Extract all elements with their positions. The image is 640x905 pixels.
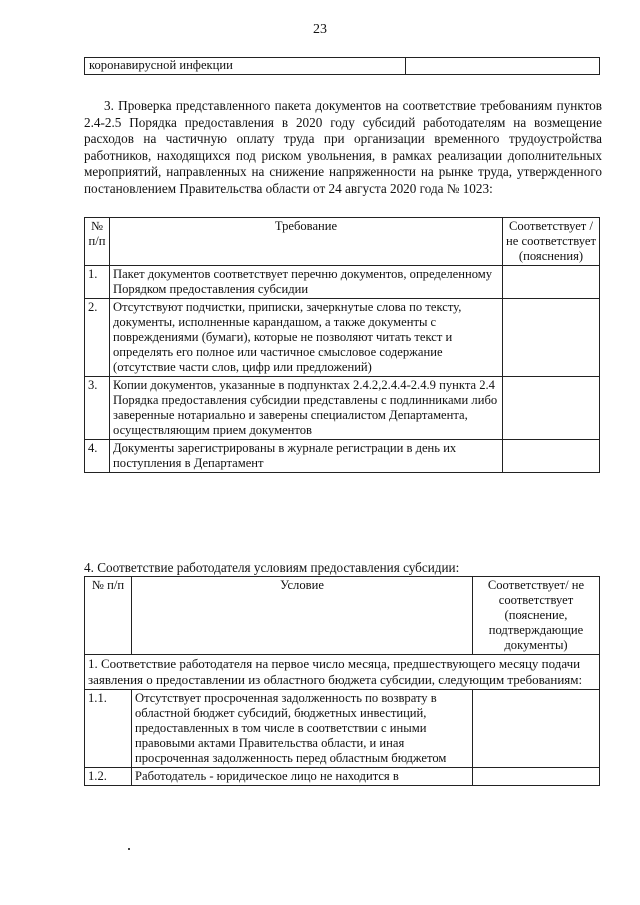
row-text: Копии документов, указанные в подпунктах 2.4.2,2.4.4-2.4.9 пункта 2.4 Порядка предоставления субсидии представлены с подлинниками либо заверенные нотариально и заверены специалистом Департамента, осуществляющим прием документов xyxy=(110,377,503,440)
row-text: Документы зарегистрированы в журнале регистрации в день их поступления в Департамент xyxy=(110,440,503,473)
continued-table xyxy=(84,57,600,75)
header-status: Соответствует/ не соответствует (пояснение, подтверждающие документы) xyxy=(473,577,600,655)
row-text: Работодатель - юридическое лицо не находится в xyxy=(132,768,473,786)
row-status[interactable] xyxy=(503,266,600,299)
row-status[interactable] xyxy=(503,299,600,377)
row-status[interactable] xyxy=(503,377,600,440)
row-text: Пакет документов соответствует перечню документов, определенному Порядком предоставления субсидии xyxy=(110,266,503,299)
table-row xyxy=(85,440,600,473)
row-text: Отсутствует просроченная задолженность по возврату в областной бюджет субсидий, бюджетных инвестиций, предоставленных в том числе в соответствии с иными правовыми актами Правительства области, и иная просроченная задолженность перед областным бюджетом xyxy=(132,690,473,768)
table-header-row xyxy=(85,218,600,266)
row-num: 1.2. xyxy=(85,768,132,786)
row-status[interactable] xyxy=(473,768,600,786)
page-number: 23 xyxy=(313,22,327,37)
header-requirement: Требование xyxy=(110,218,503,266)
documents-check-table xyxy=(84,217,600,473)
scan-mark xyxy=(128,848,130,850)
table-cell xyxy=(406,58,600,75)
row-num: 3. xyxy=(85,377,110,440)
row-num: 1. xyxy=(85,266,110,299)
table-row xyxy=(85,58,600,75)
header-num: № п/п xyxy=(85,218,110,266)
row-status[interactable] xyxy=(503,440,600,473)
table-row xyxy=(85,690,600,768)
row-status[interactable] xyxy=(473,690,600,768)
header-num: № п/п xyxy=(85,577,132,655)
section3-paragraph: 3. Проверка представленного пакета документов на соответствие требованиям пунктов 2.4-2.5 Порядка предоставления в 2020 году субсидий работодателям на возмещение расходов на частичную оплату труда при организации временного трудоустройства работников, находящихся под риском увольнения, в рамках реализации дополнительных мероприятий, направленных на снижение напряженности на рынке труда, утвержденного постановлением Правительства области от 24 августа 2020 года № 1023: xyxy=(84,98,602,196)
row-num: 4. xyxy=(85,440,110,473)
table-header-row xyxy=(85,577,600,655)
row-num: 1.1. xyxy=(85,690,132,768)
row-num: 2. xyxy=(85,299,110,377)
row-text: Отсутствуют подчистки, приписки, зачеркнутые слова по тексту, документы, исполненные карандашом, а также документы с повреждениями (бумаги), которые не позволяют читать текст и определять его полное или частичное смысловое содержание (отсутствие части слов, цифр или предложений) xyxy=(110,299,503,377)
header-condition: Условие xyxy=(132,577,473,655)
table-row xyxy=(85,377,600,440)
employer-conditions-table xyxy=(84,576,600,786)
header-status: Соответствует /не соответствует (пояснения) xyxy=(503,218,600,266)
table-row xyxy=(85,768,600,786)
table-row xyxy=(85,299,600,377)
table-cell: коронавирусной инфекции xyxy=(85,58,406,75)
table-row xyxy=(85,266,600,299)
table-group-row xyxy=(85,655,600,690)
section4-heading: 4. Соответствие работодателя условиям предоставления субсидии: xyxy=(84,560,460,575)
group-row-text: 1. Соответствие работодателя на первое число месяца, предшествующего месяцу подачи заявления о предоставлении из областного бюджета субсидии, следующим требованиям: xyxy=(85,655,600,690)
